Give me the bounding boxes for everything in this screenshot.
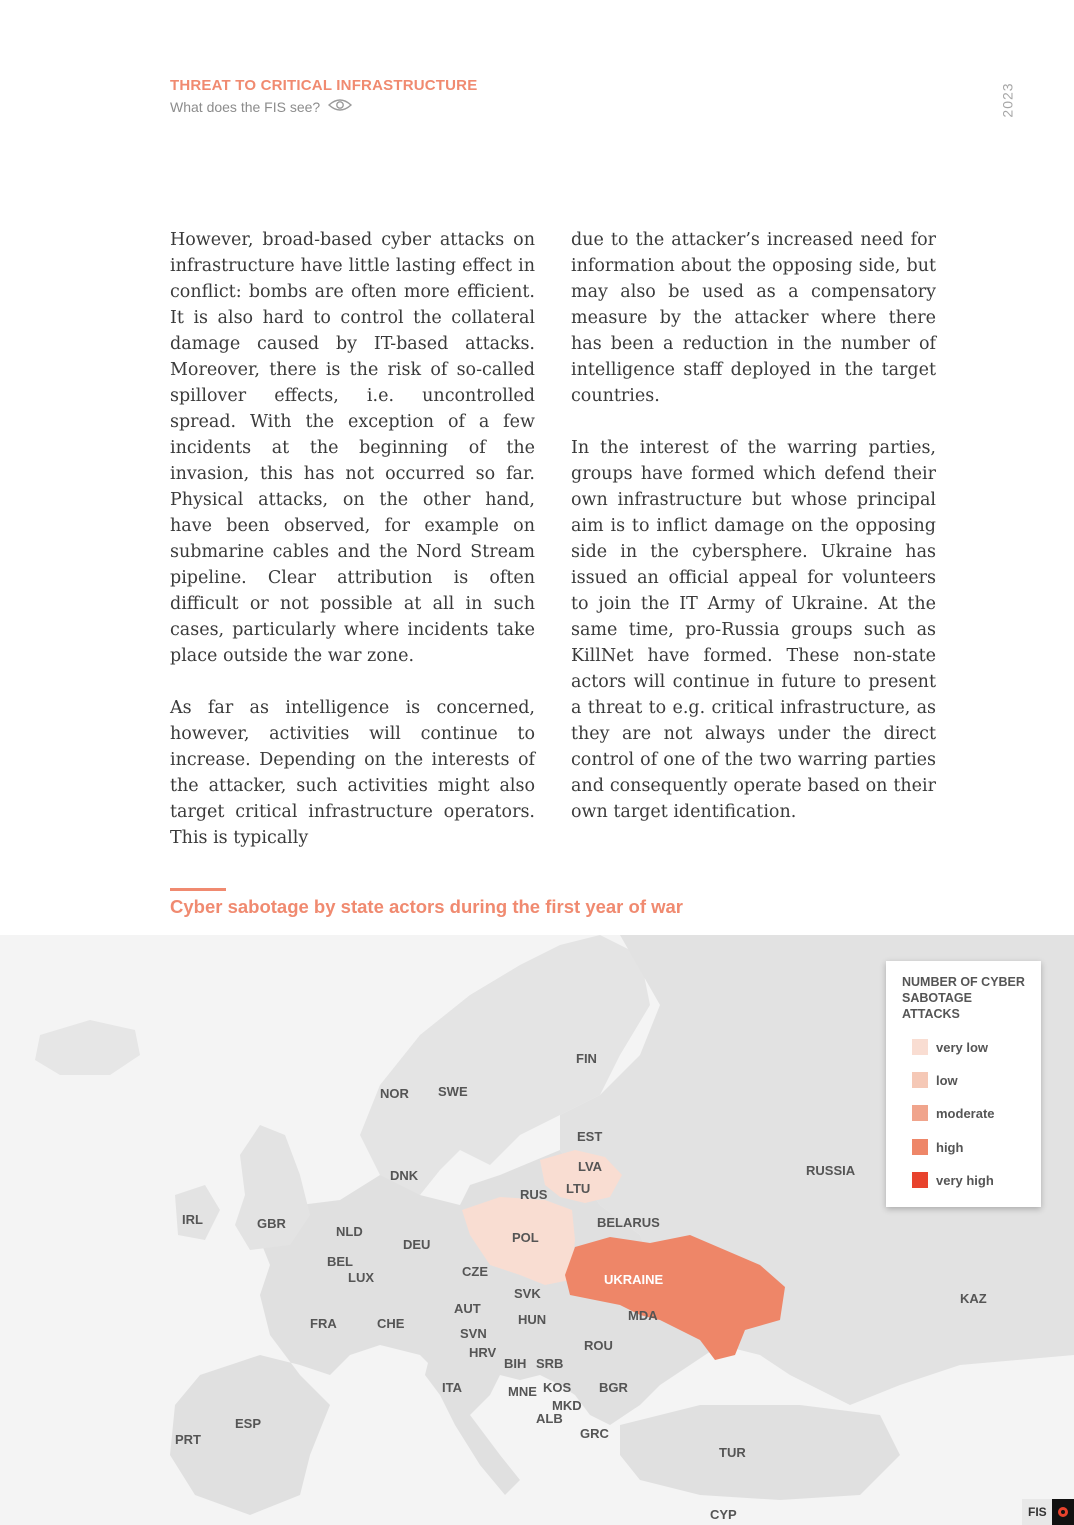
- legend-swatch: [912, 1139, 928, 1155]
- paragraph: In the interest of the warring parties, groups have formed which defend their own infrastructure but whose principal aim is to inflict damage on the opposing side in the cybersphere. Ukraine has issued an official appeal for volunteers to join the IT Army of Ukraine. At the same time, pro-Russia groups such as KillNet have formed. These non-state actors will continue in future to present a threat to e.g. critical infrastructure, as they are not always under the direct control of one of the two warring parties and consequently operate based on their own target identification.: [571, 438, 936, 822]
- label-fra: FRA: [310, 1316, 337, 1331]
- legend-swatch: [912, 1105, 928, 1121]
- label-tur: TUR: [719, 1445, 746, 1460]
- label-cyp: CYP: [710, 1507, 737, 1522]
- paragraph: due to the attacker’s increased need for information about the opposing side, but may also be used as a compensatory measure by the attacker where there has been a reduction in the number of intelligence staff deployed in the target countries.: [571, 230, 936, 406]
- legend-label: very low: [936, 1039, 989, 1055]
- label-lva: LVA: [578, 1159, 603, 1174]
- label-gbr: GBR: [257, 1216, 286, 1231]
- legend-swatch: [912, 1172, 928, 1188]
- text-column-left: [170, 227, 535, 877]
- label-irl: IRL: [182, 1212, 203, 1227]
- legend-label: high: [936, 1139, 964, 1155]
- label-kaz: KAZ: [960, 1291, 987, 1306]
- label-svk: SVK: [514, 1286, 541, 1301]
- label-bih: BIH: [504, 1356, 527, 1371]
- label-ita: ITA: [442, 1380, 462, 1395]
- label-est: EST: [577, 1129, 603, 1144]
- fis-eye-icon: [1052, 1499, 1074, 1525]
- label-svn: SVN: [460, 1326, 487, 1341]
- subtitle-text: What does the FIS see?: [170, 98, 321, 115]
- fis-text: FIS: [1028, 1505, 1047, 1519]
- label-alb: ALB: [536, 1411, 563, 1426]
- map-title-rule: [170, 888, 226, 891]
- label-grc: GRC: [580, 1426, 609, 1441]
- label-mne: MNE: [508, 1384, 537, 1399]
- header-subtitle: [170, 98, 477, 115]
- label-bgr: BGR: [599, 1380, 628, 1395]
- label-pol: POL: [512, 1230, 539, 1245]
- label-prt: PRT: [175, 1432, 201, 1447]
- legend-item: [912, 1072, 958, 1088]
- label-bel: BEL: [327, 1254, 353, 1269]
- label-nor: NOR: [380, 1086, 409, 1101]
- legend-swatch: [912, 1072, 928, 1088]
- section-title: THREAT TO CRITICAL INFRASTRUCTURE: [170, 77, 478, 94]
- text-column-right: [571, 227, 936, 851]
- legend-title: NUMBER OF CYBER SABOTAGE ATTACKS: [902, 975, 1025, 1021]
- label-swe: SWE: [438, 1084, 468, 1099]
- legend-item: [912, 1039, 988, 1055]
- map-legend: [886, 961, 1041, 1207]
- eye-icon: [328, 98, 352, 115]
- label-rus-k: RUS: [520, 1187, 548, 1202]
- label-hun: HUN: [518, 1312, 547, 1327]
- label-mkd: MKD: [552, 1398, 582, 1413]
- legend-label: low: [936, 1072, 958, 1088]
- label-che: CHE: [377, 1316, 405, 1331]
- label-nld: NLD: [336, 1224, 363, 1239]
- label-rou: ROU: [584, 1338, 613, 1353]
- label-esp: ESP: [235, 1416, 262, 1431]
- label-hrv: HRV: [469, 1345, 497, 1360]
- legend-item: [912, 1172, 994, 1188]
- label-belarus: BELARUS: [597, 1215, 660, 1230]
- legend-label: very high: [936, 1172, 994, 1188]
- label-aut: AUT: [454, 1301, 481, 1316]
- running-header: [170, 77, 477, 115]
- fis-logo: [1022, 1499, 1074, 1525]
- year-marker: [1000, 80, 1020, 120]
- legend-label: moderate: [936, 1105, 995, 1121]
- label-mda: MDA: [628, 1308, 658, 1323]
- legend-swatch: [912, 1039, 928, 1055]
- label-kos: KOS: [543, 1380, 572, 1395]
- label-ukraine: UKRAINE: [604, 1272, 664, 1287]
- legend-item: [912, 1139, 963, 1155]
- label-ltu: LTU: [566, 1181, 591, 1196]
- map-title: Cyber sabotage by state actors during the first year of war: [170, 896, 684, 917]
- label-lux: LUX: [348, 1270, 374, 1285]
- label-fin: FIN: [576, 1051, 597, 1066]
- label-russia: RUSSIA: [806, 1163, 856, 1178]
- paragraph: As far as intelligence is concerned, however, activities will continue to increase. Depending on the interests of the attacker, such activities might also target critical infrastructure operators. This is typically: [170, 698, 535, 848]
- paragraph: However, broad-based cyber attacks on infrastructure have little lasting effect in conflict: bombs are often more efficient. It is also hard to control the collateral damage caused by IT-based attacks. Moreover, there is the risk of so-called spillover effects, i.e. uncontrolled spread. With the exception of a few incidents at the beginning of the invasion, this has not occurred so far. Physical attacks, on the other hand, have been observed, for example on submarine cables and the Nord Stream pipeline. Clear attribution is often difficult or not possible at all in such cases, particularly where incidents take place outside the war zone.: [170, 230, 535, 666]
- legend-item: [912, 1105, 995, 1121]
- label-srb: SRB: [536, 1356, 564, 1371]
- label-cze: CZE: [462, 1264, 488, 1279]
- year-text: 2023: [999, 82, 1016, 118]
- label-dnk: DNK: [390, 1168, 419, 1183]
- label-deu: DEU: [403, 1237, 431, 1252]
